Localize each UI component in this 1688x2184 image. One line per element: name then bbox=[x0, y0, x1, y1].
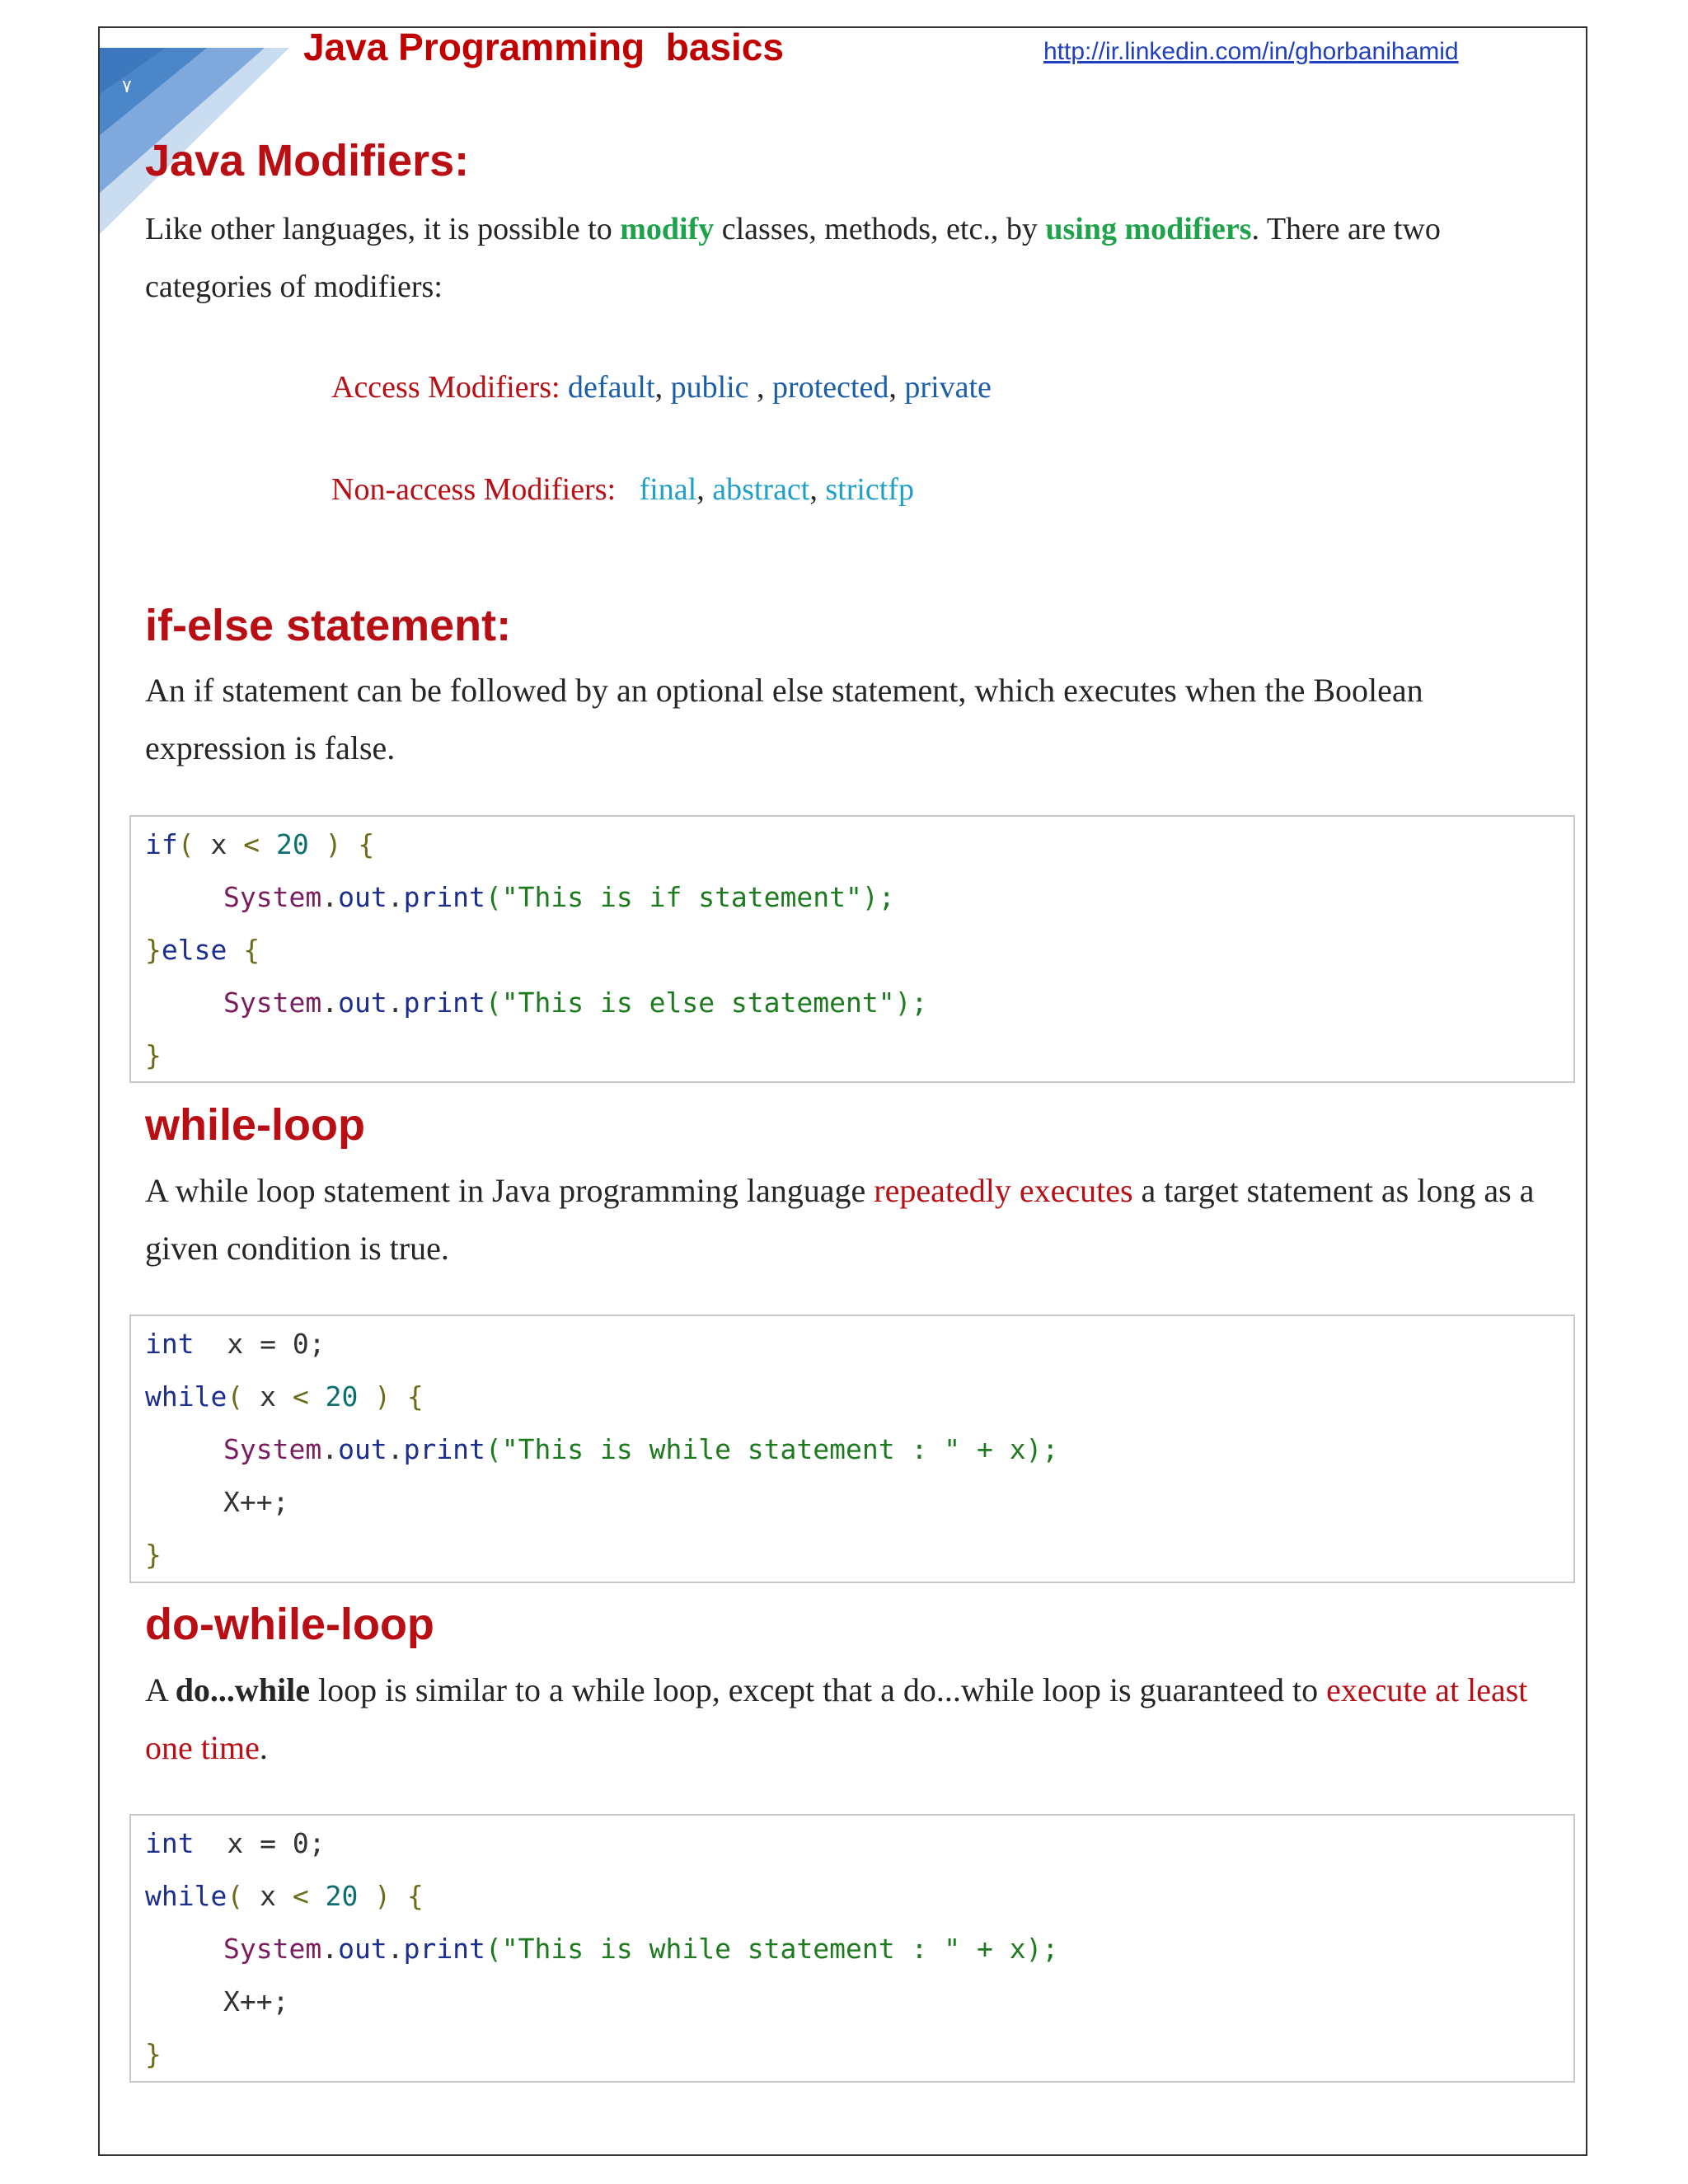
heading-if-else: if-else statement: bbox=[145, 601, 512, 650]
do-while-paragraph bbox=[145, 1661, 1546, 1777]
code-token: x bbox=[210, 828, 227, 860]
code-line bbox=[145, 1039, 162, 1071]
code-token: . bbox=[387, 987, 404, 1019]
code-token: System bbox=[223, 987, 322, 1019]
code-token: . bbox=[321, 1933, 339, 1965]
code-line bbox=[223, 1433, 1058, 1465]
code-token: < bbox=[227, 828, 276, 860]
code-token: ("This is while statement : " + x); bbox=[485, 1433, 1059, 1465]
code-token: . bbox=[387, 1933, 404, 1965]
document-title: Java Programming basics bbox=[303, 26, 784, 68]
heading-do-while-loop: do-while-loop bbox=[145, 1600, 434, 1649]
code-token: . bbox=[321, 881, 339, 913]
code-token: ) { bbox=[358, 1380, 424, 1413]
code-token: < bbox=[275, 1380, 326, 1413]
text: a target statement as long as a given condition is true. bbox=[145, 1172, 1535, 1267]
code-token: 20 bbox=[325, 1880, 359, 1912]
heading-while-loop: while-loop bbox=[145, 1100, 365, 1150]
code-line bbox=[145, 828, 374, 860]
text: Like other languages, it is possible to bbox=[145, 212, 621, 246]
while-paragraph bbox=[145, 1162, 1546, 1277]
code-token: System bbox=[223, 1933, 322, 1965]
modifier-default: default bbox=[568, 370, 655, 405]
modifiers-paragraph bbox=[145, 200, 1546, 316]
keyword: if bbox=[145, 828, 178, 860]
access-modifiers-line: Access Modifiers: default, public , protected, private bbox=[331, 370, 992, 405]
keyword: else bbox=[161, 934, 227, 966]
code-token: print bbox=[403, 987, 485, 1019]
bold-do-while: do...while bbox=[175, 1671, 311, 1708]
if-else-paragraph: An if statement can be followed by an optional else statement, which executes when the Boolean expression is false. bbox=[145, 672, 1423, 766]
code-line bbox=[145, 2038, 162, 2070]
code-line bbox=[223, 1486, 288, 1518]
code-line bbox=[223, 987, 927, 1019]
code-token: ("This is if statement"); bbox=[485, 881, 895, 913]
code-line bbox=[145, 1880, 424, 1912]
modifier-protected: protected bbox=[772, 370, 889, 405]
nonaccess-modifiers-line: Non-access Modifiers: final, abstract, strictfp bbox=[331, 472, 914, 507]
code-line bbox=[223, 1985, 288, 2018]
text: . There are two categories of modifiers: bbox=[145, 212, 1441, 304]
code-token: { bbox=[227, 934, 260, 966]
code-token: x bbox=[260, 1380, 276, 1413]
code-token: . bbox=[387, 1433, 404, 1465]
code-line bbox=[145, 1380, 424, 1413]
code-token: . bbox=[321, 1433, 339, 1465]
code-token: ( bbox=[177, 828, 211, 860]
keyword: while bbox=[145, 1380, 227, 1413]
highlight-using-modifiers: using modifiers bbox=[1045, 212, 1252, 246]
page-number: ۷ bbox=[122, 76, 132, 96]
code-token: . bbox=[387, 881, 404, 913]
code-token: ( bbox=[227, 1880, 260, 1912]
code-token: . bbox=[321, 987, 339, 1019]
code-token: ("This is while statement : " + x); bbox=[485, 1933, 1059, 1965]
code-token: x = 0; bbox=[194, 1328, 326, 1360]
code-token: out bbox=[338, 987, 387, 1019]
code-token: ) { bbox=[308, 828, 375, 860]
code-token: ("This is else statement"); bbox=[485, 987, 928, 1019]
text: A while loop statement in Java programming language bbox=[145, 1172, 874, 1209]
code-block-if-else bbox=[129, 815, 1575, 1083]
code-line bbox=[145, 1328, 326, 1360]
keyword: int bbox=[145, 1328, 195, 1360]
code-token: ) { bbox=[358, 1880, 424, 1912]
code-block-do-while bbox=[129, 1814, 1575, 2083]
nonaccess-modifiers-label: Non-access Modifiers: bbox=[331, 472, 617, 507]
code-line bbox=[223, 881, 895, 913]
text: loop is similar to a while loop, except that a do...while loop is guaranteed to bbox=[310, 1671, 1327, 1708]
text: . bbox=[259, 1729, 268, 1766]
code-token: } bbox=[145, 1039, 162, 1071]
code-token: System bbox=[223, 1433, 322, 1465]
code-token: 20 bbox=[275, 828, 309, 860]
code-line bbox=[145, 1827, 326, 1859]
code-token: < bbox=[275, 1880, 326, 1912]
text: classes, methods, etc., by bbox=[714, 212, 1046, 246]
code-token: } bbox=[145, 1539, 162, 1571]
code-token: print bbox=[403, 1433, 485, 1465]
linkedin-link[interactable]: http://ir.linkedin.com/in/ghorbanihamid bbox=[1043, 38, 1459, 65]
code-token: x = 0; bbox=[194, 1827, 326, 1859]
code-token: out bbox=[338, 1433, 387, 1465]
modifier-abstract: abstract bbox=[712, 472, 810, 507]
access-modifiers-label: Access Modifiers: bbox=[331, 370, 569, 405]
code-token: ( bbox=[227, 1380, 260, 1413]
keyword: int bbox=[145, 1827, 195, 1859]
keyword: while bbox=[145, 1880, 227, 1912]
code-token: } bbox=[145, 2038, 162, 2070]
highlight-repeatedly-executes: repeatedly executes bbox=[874, 1172, 1133, 1209]
modifier-strictfp: strictfp bbox=[825, 472, 914, 507]
code-token: out bbox=[338, 1933, 387, 1965]
highlight-execute-at-least-once: execute at least one time bbox=[145, 1671, 1528, 1766]
modifier-public: public bbox=[670, 370, 749, 405]
code-token: X++; bbox=[223, 1486, 289, 1518]
code-line bbox=[145, 1539, 162, 1571]
code-token: 20 bbox=[325, 1380, 359, 1413]
code-token: X++; bbox=[223, 1985, 289, 2018]
code-token: x bbox=[260, 1880, 276, 1912]
text: A bbox=[145, 1671, 176, 1708]
modifier-final: final bbox=[639, 472, 697, 507]
code-token: out bbox=[338, 881, 387, 913]
code-block-while bbox=[129, 1315, 1575, 1583]
code-line bbox=[145, 934, 260, 966]
heading-java-modifiers: Java Modifiers: bbox=[145, 136, 470, 185]
modifier-private: private bbox=[904, 370, 992, 405]
code-line bbox=[223, 1933, 1058, 1965]
code-token: print bbox=[403, 1933, 485, 1965]
code-token: print bbox=[403, 881, 485, 913]
code-token: System bbox=[223, 881, 322, 913]
highlight-modify: modify bbox=[620, 212, 715, 246]
code-token: } bbox=[145, 934, 162, 966]
